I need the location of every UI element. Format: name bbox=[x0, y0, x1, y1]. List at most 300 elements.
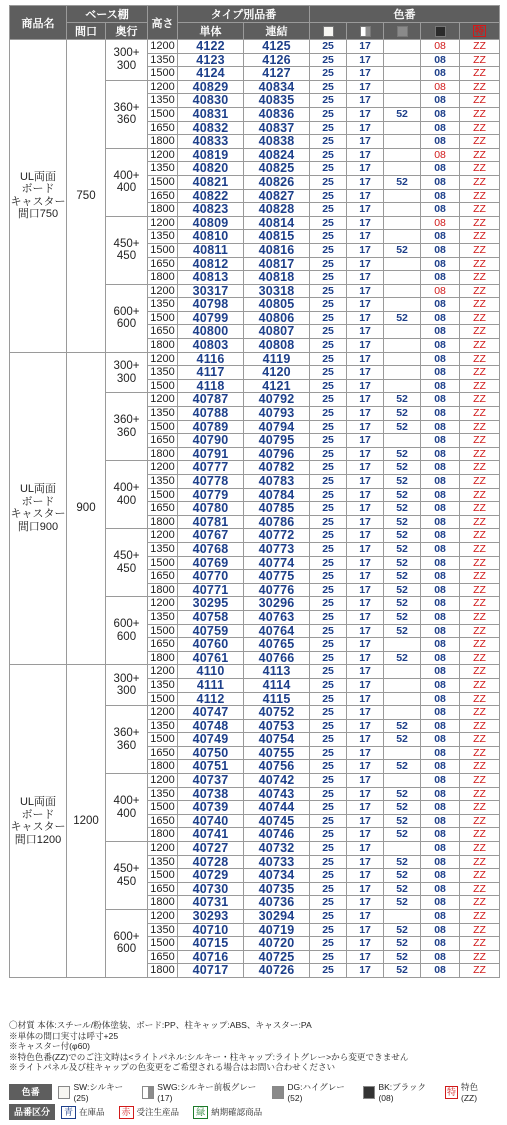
high-grey-swatch-icon bbox=[397, 26, 408, 37]
base-depth: 450+ 450 bbox=[106, 842, 148, 910]
single-part-no: 40769 bbox=[178, 556, 244, 570]
color-swg: 17 bbox=[347, 162, 384, 176]
color-sw: 25 bbox=[310, 570, 347, 584]
color-swg: 17 bbox=[347, 583, 384, 597]
height-cell: 1500 bbox=[148, 801, 178, 815]
color-sw: 25 bbox=[310, 488, 347, 502]
height-cell: 1500 bbox=[148, 379, 178, 393]
color-special: ZZ bbox=[460, 311, 500, 325]
single-part-no: 40738 bbox=[178, 787, 244, 801]
color-swg: 17 bbox=[347, 203, 384, 217]
color-bk: 08 bbox=[421, 502, 460, 516]
color-sw: 25 bbox=[310, 719, 347, 733]
single-part-no: 40803 bbox=[178, 339, 244, 353]
color-special: ZZ bbox=[460, 284, 500, 298]
color-dg: 52 bbox=[384, 515, 421, 529]
color-dg bbox=[384, 135, 421, 149]
color-bk: 08 bbox=[421, 121, 460, 135]
height-cell: 1800 bbox=[148, 515, 178, 529]
color-sw: 25 bbox=[310, 842, 347, 856]
color-special: ZZ bbox=[460, 94, 500, 108]
color-bk: 08 bbox=[421, 53, 460, 67]
color-sw: 25 bbox=[310, 67, 347, 81]
color-swg: 17 bbox=[347, 420, 384, 434]
color-sw: 25 bbox=[310, 311, 347, 325]
color-bk: 08 bbox=[421, 787, 460, 801]
height-cell: 1800 bbox=[148, 203, 178, 217]
header-swatch-sw bbox=[310, 23, 347, 40]
color-dg bbox=[384, 257, 421, 271]
color-swg: 17 bbox=[347, 651, 384, 665]
single-part-no: 40715 bbox=[178, 937, 244, 951]
single-part-no: 40741 bbox=[178, 828, 244, 842]
color-sw: 25 bbox=[310, 420, 347, 434]
color-swg: 17 bbox=[347, 271, 384, 285]
color-sw: 25 bbox=[310, 814, 347, 828]
color-swg: 17 bbox=[347, 243, 384, 257]
color-special: ZZ bbox=[460, 107, 500, 121]
color-swg: 17 bbox=[347, 339, 384, 353]
color-special: ZZ bbox=[460, 420, 500, 434]
color-dg: 52 bbox=[384, 529, 421, 543]
color-sw: 25 bbox=[310, 107, 347, 121]
color-swg: 17 bbox=[347, 937, 384, 951]
color-swg: 17 bbox=[347, 692, 384, 706]
color-dg: 52 bbox=[384, 855, 421, 869]
color-bk: 08 bbox=[421, 325, 460, 339]
base-depth: 400+ 400 bbox=[106, 461, 148, 529]
color-sw: 25 bbox=[310, 339, 347, 353]
color-special: ZZ bbox=[460, 950, 500, 964]
color-swg: 17 bbox=[347, 121, 384, 135]
legend-special-label: 特色(ZZ) bbox=[460, 1082, 478, 1103]
connected-part-no: 40828 bbox=[244, 203, 310, 217]
color-special: ZZ bbox=[460, 135, 500, 149]
connected-part-no: 40816 bbox=[244, 243, 310, 257]
color-sw: 25 bbox=[310, 869, 347, 883]
color-sw: 25 bbox=[310, 610, 347, 624]
single-part-no: 40717 bbox=[178, 964, 244, 978]
single-part-no: 40768 bbox=[178, 542, 244, 556]
connected-part-no: 4121 bbox=[244, 379, 310, 393]
connected-part-no: 40792 bbox=[244, 393, 310, 407]
color-sw: 25 bbox=[310, 515, 347, 529]
color-sw: 25 bbox=[310, 434, 347, 448]
color-dg bbox=[384, 379, 421, 393]
single-part-no: 40833 bbox=[178, 135, 244, 149]
color-dg bbox=[384, 638, 421, 652]
single-part-no: 40760 bbox=[178, 638, 244, 652]
single-part-no: 4111 bbox=[178, 678, 244, 692]
color-special: ZZ bbox=[460, 882, 500, 896]
color-bk: 08 bbox=[421, 529, 460, 543]
legend-color-bk bbox=[363, 1081, 437, 1103]
color-dg: 52 bbox=[384, 937, 421, 951]
color-dg: 52 bbox=[384, 570, 421, 584]
color-special: ZZ bbox=[460, 706, 500, 720]
connected-part-no: 40824 bbox=[244, 148, 310, 162]
connected-part-no: 40793 bbox=[244, 407, 310, 421]
silky-swatch-icon bbox=[323, 26, 334, 37]
single-part-no: 40758 bbox=[178, 610, 244, 624]
color-special: ZZ bbox=[460, 665, 500, 679]
color-special: ZZ bbox=[460, 787, 500, 801]
color-special: ZZ bbox=[460, 393, 500, 407]
color-dg bbox=[384, 352, 421, 366]
color-sw: 25 bbox=[310, 393, 347, 407]
color-swg: 17 bbox=[347, 733, 384, 747]
color-dg bbox=[384, 80, 421, 94]
height-cell: 1650 bbox=[148, 502, 178, 516]
color-bk: 08 bbox=[421, 461, 460, 475]
color-dg bbox=[384, 665, 421, 679]
color-special: ZZ bbox=[460, 339, 500, 353]
color-bk: 08 bbox=[421, 733, 460, 747]
color-bk: 08 bbox=[421, 148, 460, 162]
color-swg: 17 bbox=[347, 610, 384, 624]
color-swg: 17 bbox=[347, 407, 384, 421]
color-bk: 08 bbox=[421, 570, 460, 584]
kind-legend-tag: 品番区分 bbox=[9, 1104, 55, 1120]
single-part-no: 40716 bbox=[178, 950, 244, 964]
header-depth: 奥行 bbox=[106, 23, 148, 40]
color-special: ZZ bbox=[460, 814, 500, 828]
single-part-no: 40813 bbox=[178, 271, 244, 285]
connected-part-no: 40805 bbox=[244, 298, 310, 312]
color-bk: 08 bbox=[421, 420, 460, 434]
height-cell: 1800 bbox=[148, 271, 178, 285]
height-cell: 1800 bbox=[148, 651, 178, 665]
color-dg: 52 bbox=[384, 882, 421, 896]
color-dg: 52 bbox=[384, 896, 421, 910]
connected-part-no: 4119 bbox=[244, 352, 310, 366]
base-depth: 360+ 360 bbox=[106, 393, 148, 461]
height-cell: 1350 bbox=[148, 94, 178, 108]
connected-part-no: 40742 bbox=[244, 774, 310, 788]
color-special: ZZ bbox=[460, 774, 500, 788]
color-bk: 08 bbox=[421, 203, 460, 217]
base-depth: 600+ 600 bbox=[106, 597, 148, 665]
color-sw: 25 bbox=[310, 882, 347, 896]
height-cell: 1800 bbox=[148, 964, 178, 978]
base-depth: 450+ 450 bbox=[106, 529, 148, 597]
color-dg: 52 bbox=[384, 107, 421, 121]
height-cell: 1500 bbox=[148, 624, 178, 638]
color-swg: 17 bbox=[347, 624, 384, 638]
height-cell: 1500 bbox=[148, 692, 178, 706]
color-bk: 08 bbox=[421, 719, 460, 733]
color-bk: 08 bbox=[421, 801, 460, 815]
connected-part-no: 4127 bbox=[244, 67, 310, 81]
color-bk: 08 bbox=[421, 651, 460, 665]
color-dg bbox=[384, 230, 421, 244]
color-dg bbox=[384, 746, 421, 760]
color-sw: 25 bbox=[310, 624, 347, 638]
color-bk: 08 bbox=[421, 230, 460, 244]
color-special: ZZ bbox=[460, 610, 500, 624]
connected-part-no: 40772 bbox=[244, 529, 310, 543]
color-dg bbox=[384, 284, 421, 298]
color-bk: 08 bbox=[421, 855, 460, 869]
color-sw: 25 bbox=[310, 366, 347, 380]
single-part-no: 40821 bbox=[178, 175, 244, 189]
color-swg: 17 bbox=[347, 814, 384, 828]
color-special: ZZ bbox=[460, 366, 500, 380]
color-dg: 52 bbox=[384, 651, 421, 665]
connected-part-no: 40815 bbox=[244, 230, 310, 244]
color-sw: 25 bbox=[310, 502, 347, 516]
single-part-no: 40737 bbox=[178, 774, 244, 788]
single-part-no: 40787 bbox=[178, 393, 244, 407]
color-special: ZZ bbox=[460, 760, 500, 774]
height-cell: 1800 bbox=[148, 135, 178, 149]
color-swg: 17 bbox=[347, 923, 384, 937]
color-swg: 17 bbox=[347, 882, 384, 896]
special-color-mark: 特 bbox=[475, 26, 485, 36]
color-swg: 17 bbox=[347, 746, 384, 760]
color-sw: 25 bbox=[310, 638, 347, 652]
color-sw: 25 bbox=[310, 257, 347, 271]
kind-legend bbox=[9, 1104, 499, 1120]
color-bk: 08 bbox=[421, 937, 460, 951]
legend-kind-confirm bbox=[193, 1106, 262, 1119]
color-swg: 17 bbox=[347, 94, 384, 108]
color-swg: 17 bbox=[347, 502, 384, 516]
color-sw: 25 bbox=[310, 597, 347, 611]
connected-part-no: 40726 bbox=[244, 964, 310, 978]
connected-part-no: 40733 bbox=[244, 855, 310, 869]
connected-part-no: 40743 bbox=[244, 787, 310, 801]
color-swg: 17 bbox=[347, 910, 384, 924]
color-special: ZZ bbox=[460, 529, 500, 543]
color-sw: 25 bbox=[310, 964, 347, 978]
color-special: ZZ bbox=[460, 556, 500, 570]
connected-part-no: 4120 bbox=[244, 366, 310, 380]
single-part-no: 40830 bbox=[178, 94, 244, 108]
color-sw: 25 bbox=[310, 678, 347, 692]
red-mark: 赤 bbox=[119, 1106, 134, 1119]
green-mark: 緑 bbox=[193, 1106, 208, 1119]
color-bk: 08 bbox=[421, 311, 460, 325]
color-swg: 17 bbox=[347, 298, 384, 312]
color-special: ZZ bbox=[460, 67, 500, 81]
single-part-no: 4116 bbox=[178, 352, 244, 366]
height-cell: 1650 bbox=[148, 950, 178, 964]
color-special: ZZ bbox=[460, 216, 500, 230]
legend-color-label: BK:ブラック(08) bbox=[378, 1082, 426, 1103]
color-bk: 08 bbox=[421, 842, 460, 856]
color-bk: 08 bbox=[421, 407, 460, 421]
color-dg bbox=[384, 189, 421, 203]
single-part-no: 40729 bbox=[178, 869, 244, 883]
color-bk: 08 bbox=[421, 583, 460, 597]
height-cell: 1350 bbox=[148, 719, 178, 733]
color-sw: 25 bbox=[310, 352, 347, 366]
color-swg: 17 bbox=[347, 40, 384, 54]
single-part-no: 4122 bbox=[178, 40, 244, 54]
color-special: ZZ bbox=[460, 651, 500, 665]
color-sw: 25 bbox=[310, 692, 347, 706]
color-sw: 25 bbox=[310, 230, 347, 244]
color-bk: 08 bbox=[421, 774, 460, 788]
color-sw: 25 bbox=[310, 950, 347, 964]
color-sw: 25 bbox=[310, 855, 347, 869]
color-special: ZZ bbox=[460, 352, 500, 366]
color-swg: 17 bbox=[347, 53, 384, 67]
color-sw: 25 bbox=[310, 80, 347, 94]
single-part-no: 40812 bbox=[178, 257, 244, 271]
height-cell: 1500 bbox=[148, 488, 178, 502]
height-cell: 1650 bbox=[148, 814, 178, 828]
height-cell: 1650 bbox=[148, 325, 178, 339]
single-part-no: 40731 bbox=[178, 896, 244, 910]
header-type-no: タイプ別品番 bbox=[178, 6, 310, 23]
color-special: ZZ bbox=[460, 189, 500, 203]
color-special: ZZ bbox=[460, 828, 500, 842]
header-swatch-dg bbox=[384, 23, 421, 40]
height-cell: 1350 bbox=[148, 787, 178, 801]
connected-part-no: 40773 bbox=[244, 542, 310, 556]
legend-color-label: SW:シルキー(25) bbox=[73, 1082, 124, 1103]
single-part-no: 30317 bbox=[178, 284, 244, 298]
connected-part-no: 40782 bbox=[244, 461, 310, 475]
color-dg: 52 bbox=[384, 407, 421, 421]
color-sw: 25 bbox=[310, 243, 347, 257]
color-dg bbox=[384, 339, 421, 353]
color-special: ZZ bbox=[460, 692, 500, 706]
height-cell: 1800 bbox=[148, 828, 178, 842]
base-width: 900 bbox=[67, 352, 106, 665]
color-sw: 25 bbox=[310, 937, 347, 951]
color-special: ZZ bbox=[460, 842, 500, 856]
connected-part-no: 40744 bbox=[244, 801, 310, 815]
table-header bbox=[10, 6, 500, 40]
color-special: ZZ bbox=[460, 379, 500, 393]
single-part-no: 40823 bbox=[178, 203, 244, 217]
color-special: ZZ bbox=[460, 461, 500, 475]
height-cell: 1350 bbox=[148, 298, 178, 312]
connected-part-no: 40774 bbox=[244, 556, 310, 570]
color-dg: 52 bbox=[384, 420, 421, 434]
product-name: UL両面 ボード キャスター 間口750 bbox=[10, 40, 67, 353]
connected-part-no: 40763 bbox=[244, 610, 310, 624]
color-swg: 17 bbox=[347, 257, 384, 271]
color-swg: 17 bbox=[347, 529, 384, 543]
color-bk: 08 bbox=[421, 271, 460, 285]
connected-part-no: 40734 bbox=[244, 869, 310, 883]
height-cell: 1350 bbox=[148, 923, 178, 937]
color-bk: 08 bbox=[421, 94, 460, 108]
connected-part-no: 40756 bbox=[244, 760, 310, 774]
color-bk: 08 bbox=[421, 869, 460, 883]
height-cell: 1500 bbox=[148, 869, 178, 883]
color-dg: 52 bbox=[384, 923, 421, 937]
connected-part-no: 40817 bbox=[244, 257, 310, 271]
connected-part-no: 40735 bbox=[244, 882, 310, 896]
table-body bbox=[10, 40, 500, 978]
legend-special bbox=[445, 1081, 491, 1103]
color-special: ZZ bbox=[460, 475, 500, 489]
single-part-no: 40770 bbox=[178, 570, 244, 584]
color-swg: 17 bbox=[347, 107, 384, 121]
single-part-no: 40811 bbox=[178, 243, 244, 257]
color-special: ZZ bbox=[460, 869, 500, 883]
color-bk: 08 bbox=[421, 923, 460, 937]
color-bk: 08 bbox=[421, 624, 460, 638]
color-swg: 17 bbox=[347, 774, 384, 788]
color-sw: 25 bbox=[310, 733, 347, 747]
height-cell: 1650 bbox=[148, 882, 178, 896]
single-part-no: 40778 bbox=[178, 475, 244, 489]
color-sw: 25 bbox=[310, 121, 347, 135]
connected-part-no: 40746 bbox=[244, 828, 310, 842]
header-swatch-swg bbox=[347, 23, 384, 40]
height-cell: 1200 bbox=[148, 284, 178, 298]
legend-kind-label: 納期確認商品 bbox=[211, 1107, 263, 1117]
color-bk: 08 bbox=[421, 107, 460, 121]
single-part-no: 40799 bbox=[178, 311, 244, 325]
color-bk: 08 bbox=[421, 828, 460, 842]
connected-part-no: 30318 bbox=[244, 284, 310, 298]
single-part-no: 40800 bbox=[178, 325, 244, 339]
product-name: UL両面 ボード キャスター 間口900 bbox=[10, 352, 67, 665]
height-cell: 1500 bbox=[148, 243, 178, 257]
single-part-no: 40739 bbox=[178, 801, 244, 815]
color-dg: 52 bbox=[384, 393, 421, 407]
color-dg: 52 bbox=[384, 447, 421, 461]
color-swg: 17 bbox=[347, 597, 384, 611]
color-bk: 08 bbox=[421, 610, 460, 624]
color-special: ZZ bbox=[460, 733, 500, 747]
color-dg bbox=[384, 842, 421, 856]
color-sw: 25 bbox=[310, 189, 347, 203]
color-bk: 08 bbox=[421, 692, 460, 706]
color-legend bbox=[9, 1082, 499, 1103]
color-swg: 17 bbox=[347, 787, 384, 801]
color-special: ZZ bbox=[460, 542, 500, 556]
color-swg: 17 bbox=[347, 175, 384, 189]
single-part-no: 40822 bbox=[178, 189, 244, 203]
single-part-no: 4110 bbox=[178, 665, 244, 679]
color-dg bbox=[384, 774, 421, 788]
single-part-no: 40819 bbox=[178, 148, 244, 162]
color-bk: 08 bbox=[421, 882, 460, 896]
single-part-no: 40832 bbox=[178, 121, 244, 135]
height-cell: 1350 bbox=[148, 162, 178, 176]
color-dg bbox=[384, 121, 421, 135]
color-bk: 08 bbox=[421, 366, 460, 380]
silky-grey-swatch-icon bbox=[360, 26, 371, 37]
color-sw: 25 bbox=[310, 542, 347, 556]
connected-part-no: 4125 bbox=[244, 40, 310, 54]
height-cell: 1650 bbox=[148, 746, 178, 760]
base-width: 1200 bbox=[67, 665, 106, 978]
single-part-no: 40749 bbox=[178, 733, 244, 747]
connected-part-no: 40784 bbox=[244, 488, 310, 502]
color-special: ZZ bbox=[460, 719, 500, 733]
single-part-no: 40779 bbox=[178, 488, 244, 502]
connected-part-no: 40836 bbox=[244, 107, 310, 121]
color-special: ZZ bbox=[460, 937, 500, 951]
color-swg: 17 bbox=[347, 393, 384, 407]
color-dg: 52 bbox=[384, 597, 421, 611]
table-row bbox=[10, 352, 500, 366]
base-depth: 360+ 360 bbox=[106, 80, 148, 148]
color-special: ZZ bbox=[460, 678, 500, 692]
color-bk: 08 bbox=[421, 135, 460, 149]
color-bk: 08 bbox=[421, 964, 460, 978]
color-dg: 52 bbox=[384, 814, 421, 828]
